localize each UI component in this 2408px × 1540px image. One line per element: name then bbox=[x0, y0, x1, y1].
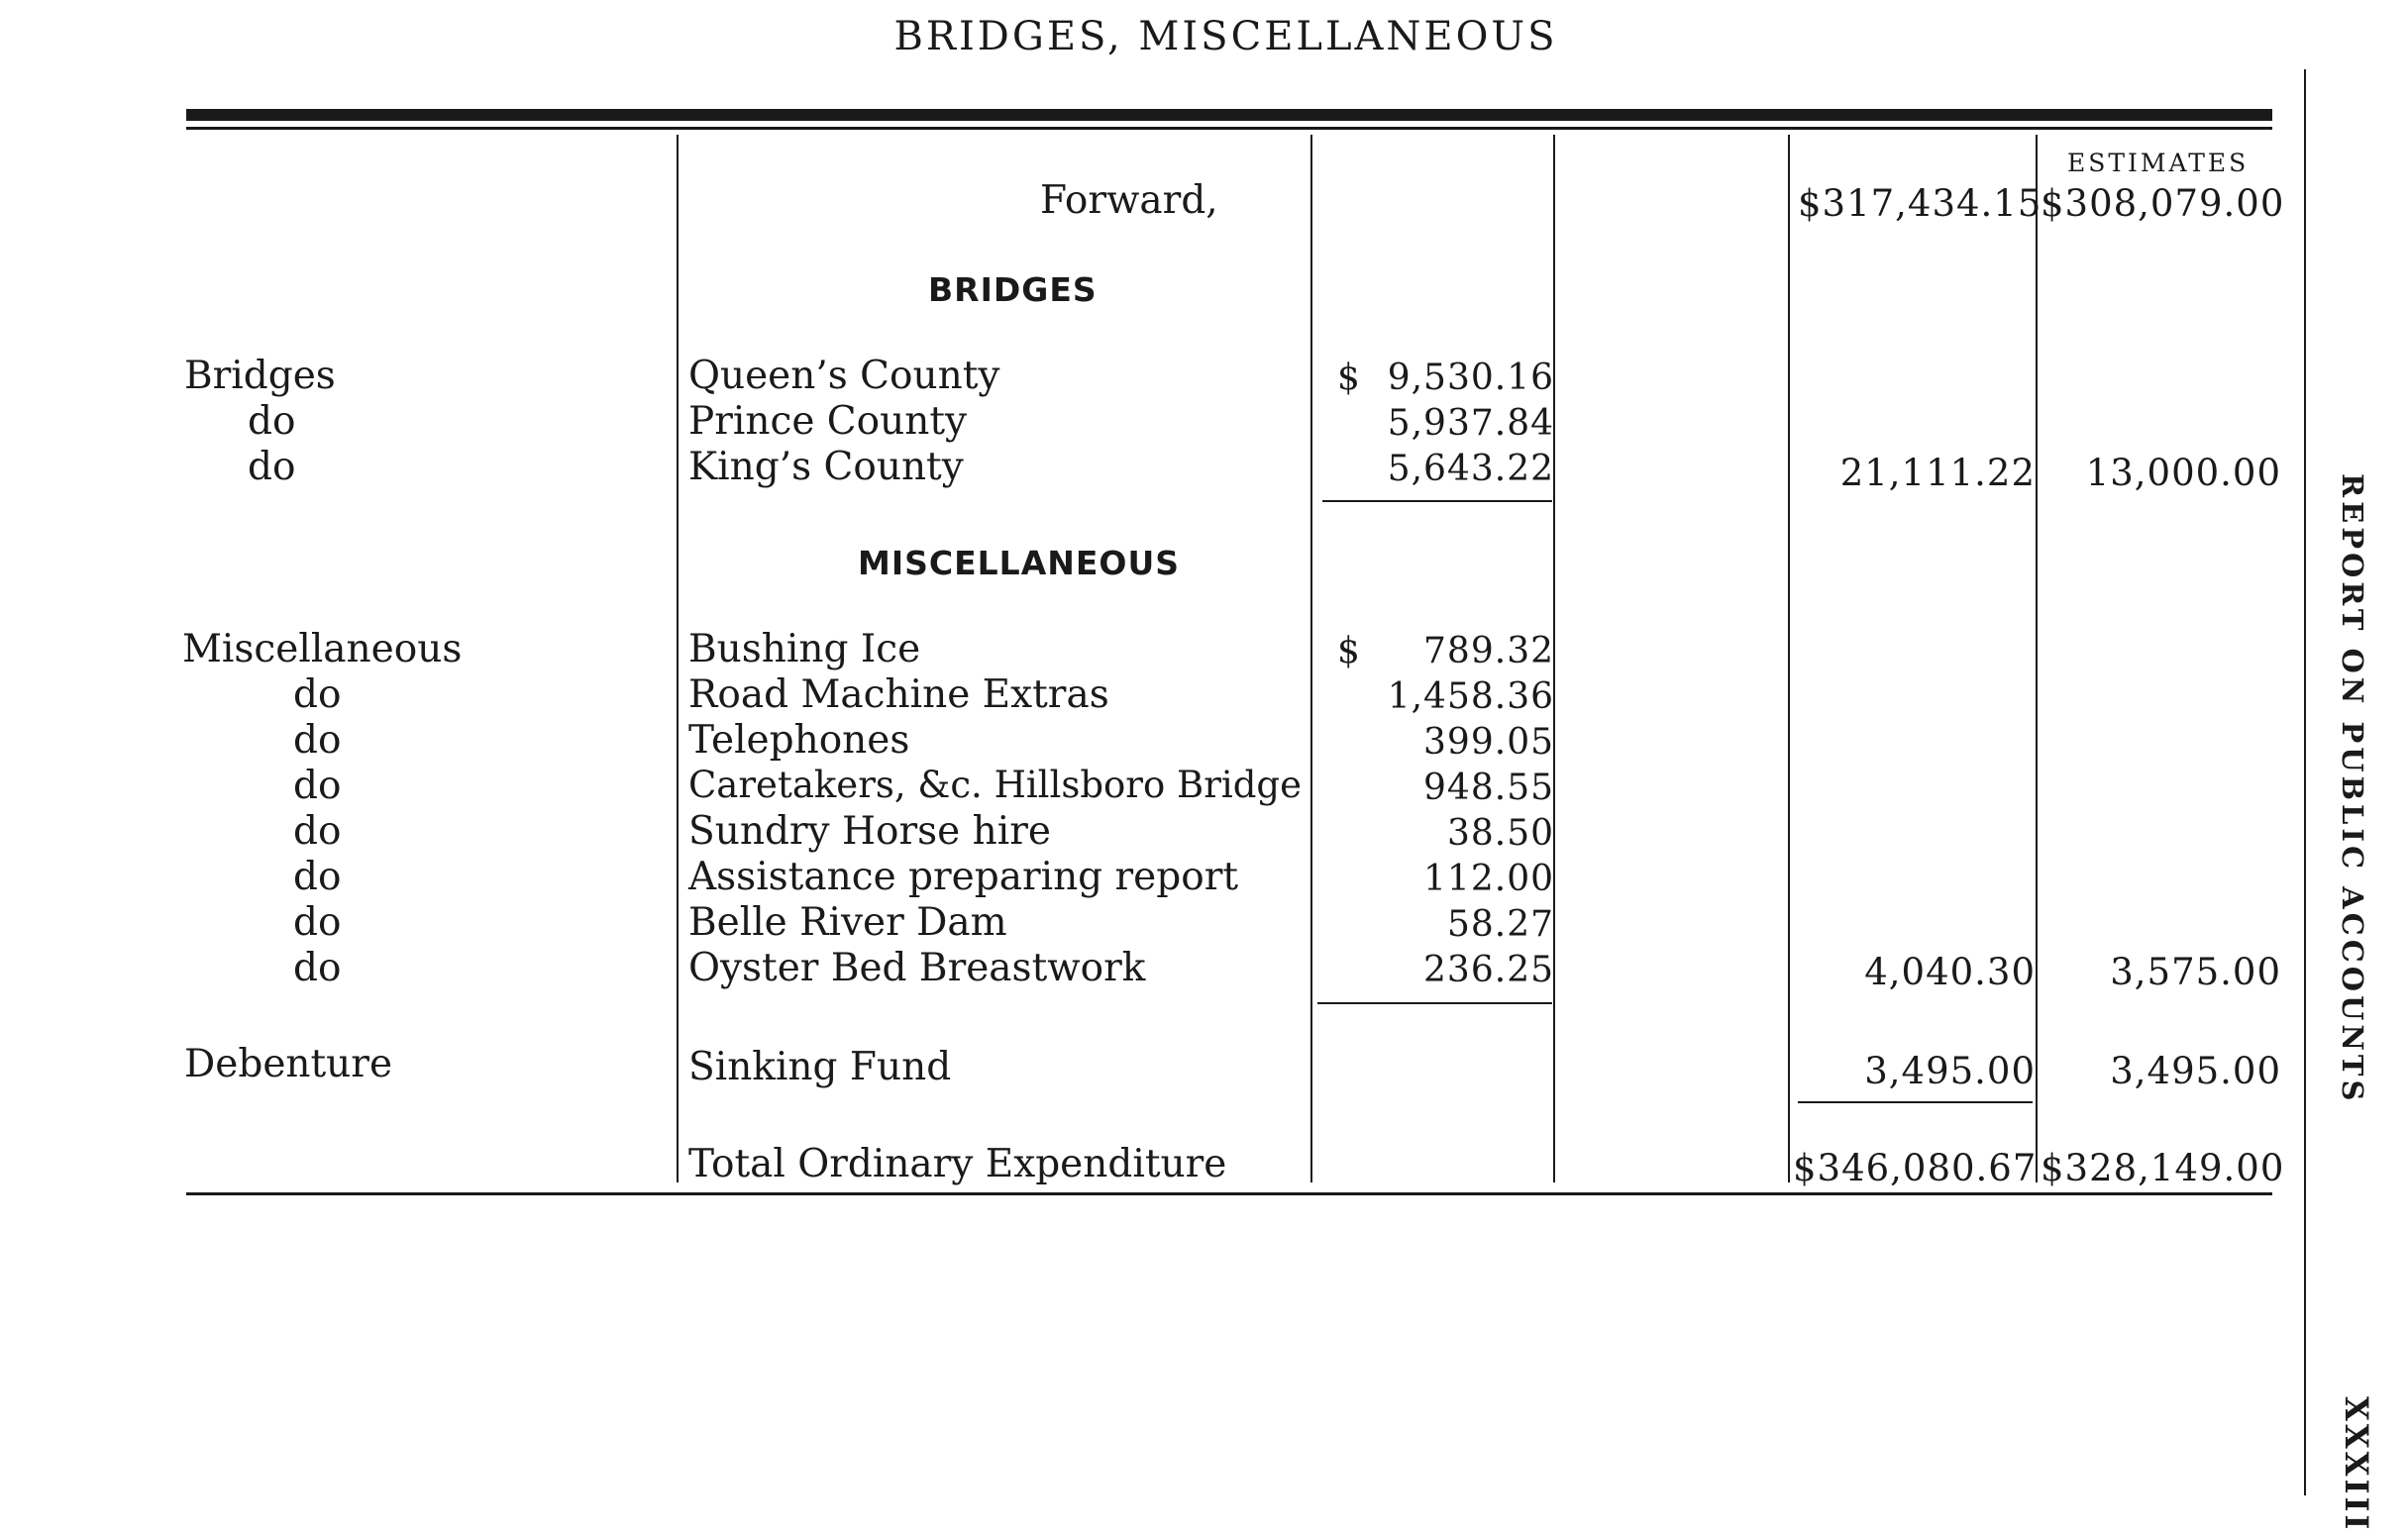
amount: 9,530.16 bbox=[1387, 358, 1554, 398]
amount: 5,937.84 bbox=[1387, 403, 1554, 444]
forward-label: Forward, bbox=[1040, 178, 1218, 223]
item-label: Belle River Dam bbox=[688, 900, 1007, 945]
amount: 1,458.36 bbox=[1387, 676, 1554, 717]
amount: 789.32 bbox=[1423, 631, 1554, 671]
bridges-total-estimate: 13,000.00 bbox=[2085, 452, 2281, 494]
currency-sign: $ bbox=[1337, 358, 1361, 398]
column-divider bbox=[2036, 135, 2038, 1182]
category-label: do bbox=[293, 900, 342, 945]
subtotal-rule bbox=[1317, 1002, 1552, 1004]
item-label: Sundry Horse hire bbox=[688, 809, 1051, 854]
page-number: XXXIII bbox=[2338, 1396, 2375, 1533]
miscellaneous-total-estimate: 3,575.00 bbox=[2110, 951, 2281, 993]
item-label: Road Machine Extras bbox=[688, 672, 1109, 717]
item-label: Telephones bbox=[688, 718, 910, 763]
category-label: Debenture bbox=[184, 1042, 393, 1086]
amount: 112.00 bbox=[1423, 859, 1554, 899]
section-heading-bridges: BRIDGES bbox=[928, 270, 1098, 309]
page-edge-rule bbox=[2304, 69, 2306, 1495]
debenture-estimate: 3,495.00 bbox=[2110, 1050, 2281, 1092]
bridges-total-actual: 21,111.22 bbox=[1839, 452, 2036, 494]
miscellaneous-total-actual: 4,040.30 bbox=[1864, 951, 2036, 993]
amount: 38.50 bbox=[1446, 813, 1554, 854]
item-label: Oyster Bed Breastwork bbox=[688, 946, 1146, 990]
page-title: BRIDGES, MISCELLANEOUS bbox=[893, 14, 1558, 59]
category-label: Miscellaneous bbox=[182, 627, 463, 671]
column-divider bbox=[1788, 135, 1790, 1182]
running-title: REPORT ON PUBLIC ACCOUNTS bbox=[2336, 473, 2369, 1105]
item-label: King’s County bbox=[688, 445, 964, 489]
item-label: Caretakers, &c. Hillsboro Bridge bbox=[688, 764, 1302, 806]
category-label: do bbox=[248, 445, 296, 489]
category-label: do bbox=[293, 672, 342, 717]
item-label: Queen’s County bbox=[688, 354, 1000, 398]
section-heading-miscellaneous: MISCELLANEOUS bbox=[858, 544, 1181, 582]
subtotal-rule bbox=[1322, 500, 1552, 502]
category-label: do bbox=[293, 764, 342, 808]
total-actual: $346,080.67 bbox=[1793, 1147, 2038, 1189]
total-estimate: $328,149.00 bbox=[2041, 1147, 2285, 1189]
category-label: Bridges bbox=[184, 354, 336, 398]
amount: 58.27 bbox=[1446, 904, 1554, 945]
category-label: do bbox=[293, 946, 342, 990]
amount: 5,643.22 bbox=[1387, 449, 1554, 489]
estimates-heading: ESTIMATES bbox=[2067, 149, 2250, 177]
category-label: do bbox=[248, 399, 296, 444]
forward-actual: $317,434.15 bbox=[1798, 182, 2042, 225]
debenture-actual: 3,495.00 bbox=[1864, 1050, 2036, 1092]
subtotal-rule bbox=[1798, 1101, 2033, 1103]
bottom-rule bbox=[186, 1192, 2272, 1195]
currency-sign: $ bbox=[1337, 631, 1361, 671]
total-label: Total Ordinary Expenditure bbox=[688, 1142, 1227, 1186]
forward-estimate: $308,079.00 bbox=[2041, 182, 2285, 225]
category-label: do bbox=[293, 855, 342, 899]
amount: 399.05 bbox=[1423, 722, 1554, 763]
item-label: Sinking Fund bbox=[688, 1045, 952, 1089]
top-thick-rule bbox=[186, 109, 2272, 121]
amount: 236.25 bbox=[1423, 950, 1554, 990]
category-label: do bbox=[293, 718, 342, 763]
item-label: Prince County bbox=[688, 399, 968, 444]
item-label: Bushing Ice bbox=[688, 627, 921, 671]
column-divider bbox=[677, 135, 679, 1182]
item-label: Assistance preparing report bbox=[688, 855, 1239, 899]
column-divider bbox=[1310, 135, 1312, 1182]
category-label: do bbox=[293, 809, 342, 854]
top-thin-rule bbox=[186, 127, 2272, 130]
amount: 948.55 bbox=[1423, 768, 1554, 808]
